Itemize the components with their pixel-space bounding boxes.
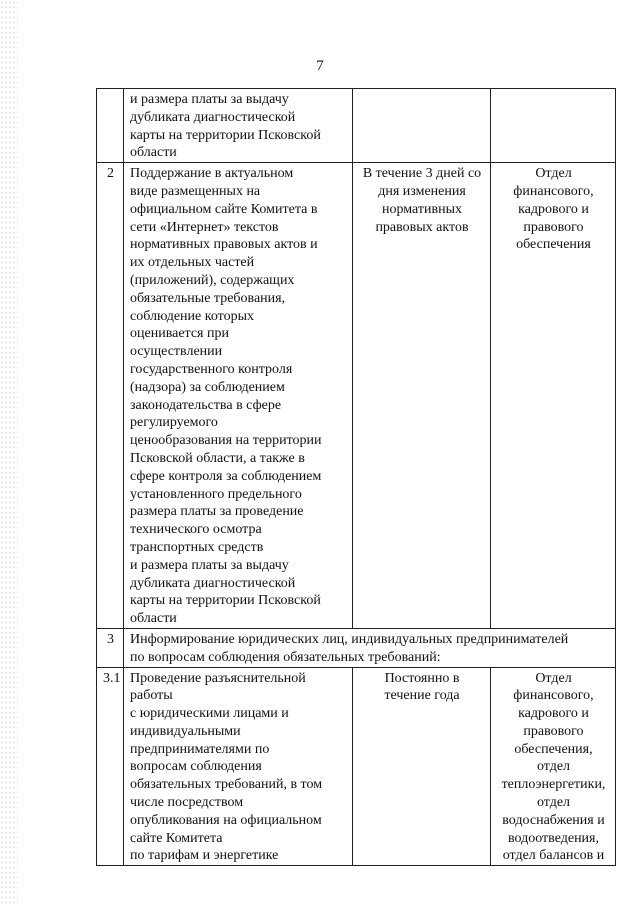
action-cell bbox=[124, 89, 353, 163]
table-row bbox=[97, 628, 616, 667]
term-cell bbox=[353, 89, 491, 163]
section-heading-cell bbox=[124, 628, 616, 667]
row-number-cell bbox=[97, 89, 124, 163]
action-text: Поддержание в актуальном виде размещенных на официальном сайте Комитета в сети «Интернет» текстов нормативных правовых актов и их отдельных частей (приложений), содержащих обязательные требования, соблюдение которых оценивается при осуществлении государственного контроля (надзора) за соблюдением законодательства в сфере регулируемого ценообразования на территории Псковской области, а также в сфере контроля за соблюдением установленного предельного размера платы за проведение технического осмотра транспортных средств и размера платы за выдачу дубликата диагностической карты на территории Псковской области bbox=[130, 166, 322, 627]
action-cell bbox=[124, 163, 353, 629]
responsible-cell bbox=[491, 667, 616, 866]
table-row bbox=[97, 163, 616, 629]
table-row bbox=[97, 667, 616, 866]
row-number-cell: 2 bbox=[97, 163, 124, 629]
row-number-cell: 3.1 bbox=[97, 667, 124, 866]
scan-edge-shadow bbox=[0, 0, 18, 905]
plan-table bbox=[96, 88, 616, 866]
page-number: 7 bbox=[316, 58, 324, 74]
action-text: и размера платы за выдачу дубликата диагностической карты на территории Псковской области bbox=[130, 92, 321, 161]
term-cell bbox=[353, 667, 491, 866]
term-cell bbox=[353, 163, 491, 629]
responsible-text: Отдел финансового, кадрового и правового обеспечения bbox=[513, 166, 594, 253]
term-text: Постоянно в течение года bbox=[384, 670, 460, 704]
row-number-cell: 3 bbox=[97, 628, 124, 667]
section-heading-text: Информирование юридических лиц, индивидуальных предпринимателей по вопросам соблюдения обязательных требований: bbox=[130, 631, 569, 665]
action-cell bbox=[124, 667, 353, 866]
responsible-text: Отдел финансового, кадрового и правового обеспечения, отдел теплоэнергетики, отдел водоснабжения и водоотведения, отдел балансов и bbox=[501, 670, 606, 864]
responsible-cell bbox=[491, 163, 616, 629]
responsible-cell bbox=[491, 89, 616, 163]
table-row bbox=[97, 89, 616, 163]
term-text: В течение 3 дней со дня изменения нормативных правовых актов bbox=[362, 166, 482, 235]
action-text: Проведение разъяснительной работы с юридическими лицами и индивидуальными предпринимателями по вопросам соблюдения обязательных требований, в том числе посредством опубликования на официальном сайте Комитета по тарифам и энергетике bbox=[130, 670, 323, 864]
